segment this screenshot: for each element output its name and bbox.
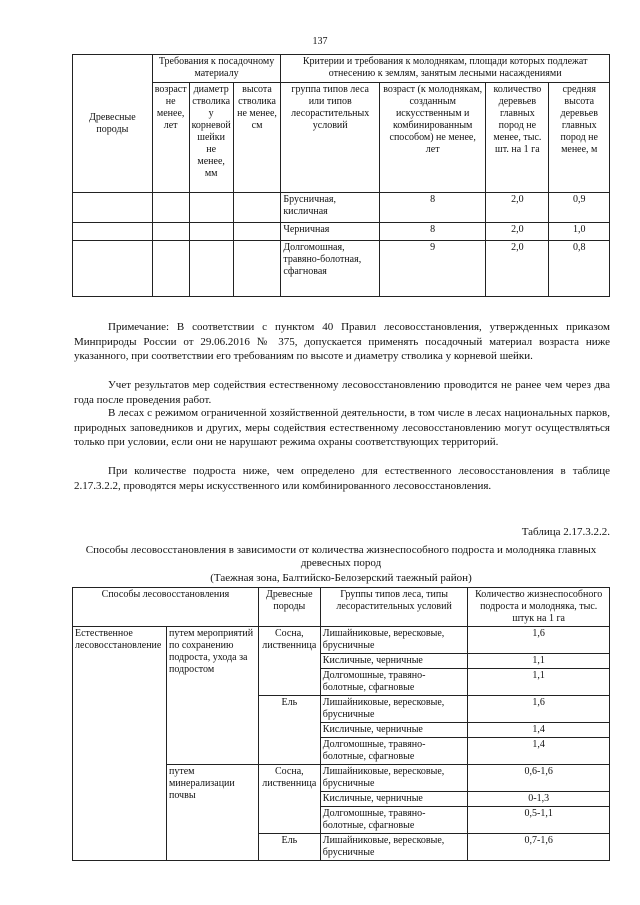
count-cell: 1,6 bbox=[468, 627, 610, 654]
sub-method-mineralization: путем минерализации почвы bbox=[166, 765, 258, 861]
forest-type-cell: Кисличные, черничные bbox=[320, 654, 468, 669]
methods-table bbox=[72, 587, 610, 861]
count-cell: 0,6-1,6 bbox=[468, 765, 610, 792]
count-cell: 1,1 bbox=[468, 669, 610, 696]
sub-method-preserve: путем мероприятий по сохранению подроста, ухода за подростом bbox=[166, 627, 258, 765]
count-cell: 1,4 bbox=[468, 723, 610, 738]
height-cell: 1,0 bbox=[549, 223, 610, 241]
method-natural: Естественное лесовосстановление bbox=[73, 627, 167, 861]
table-label: Таблица 2.17.3.2.2. bbox=[521, 526, 610, 538]
paragraph: В лесах с режимом ограниченной хозяйственной деятельности, в том числе в лесах национальных парков, природных заповедников и других, меры содействия естественному лесовосстановлению могут осуществляться только при условии, если они не нарушают режима охраны соответствующих территорий. bbox=[74, 407, 610, 448]
table-row bbox=[73, 193, 610, 223]
height-cell: 0,9 bbox=[549, 193, 610, 223]
age-cell: 8 bbox=[380, 193, 486, 223]
count-header: Количество жизнеспособного подроста и молодняка, тыс. штук на 1 га bbox=[468, 588, 610, 627]
count-cell: 2,0 bbox=[486, 193, 549, 223]
forest-type-cell: Долгомошная, травяно-болотная, сфагновая bbox=[281, 241, 380, 297]
table-row bbox=[73, 223, 610, 241]
count-cell: 1,6 bbox=[468, 696, 610, 723]
note-paragraph: Примечание: В соответствии с пунктом 40 Правил лесовосстановления, утвержденных приказом Минприроды России от 29.06.2016 № 375, допускается применять посадочный материал возраста ниже указанного, при соответствии его требованиям по высоте и диаметру стволика у корневой шейки. bbox=[74, 321, 610, 362]
forest-type-cell: Лишайниковые, вересковые, брусничные bbox=[320, 696, 468, 723]
planting-material-header: Требования к посадочному материалу bbox=[152, 55, 281, 83]
young-age-header: возраст (к молоднякам, созданным искусственным и комбинированным способом) не менее, лет bbox=[380, 83, 486, 193]
forest-type-cell: Кисличные, черничные bbox=[320, 723, 468, 738]
forest-type-cell: Кисличные, черничные bbox=[320, 792, 468, 807]
age-cell: 9 bbox=[380, 241, 486, 297]
forest-type-header: Группы типов леса, типы лесорастительных условий bbox=[320, 588, 468, 627]
col-species-header: Древесные породы bbox=[73, 55, 153, 193]
species-cell: Ель bbox=[258, 834, 320, 861]
criteria-header: Критерии и требования к молоднякам, площади которых подлежат отнесению к землям, занятым лесными насаждениями bbox=[281, 55, 610, 83]
age-header: возраст не менее, лет bbox=[152, 83, 189, 193]
diameter-header: диаметр стволика у корневой шейки не менее, мм bbox=[189, 83, 233, 193]
requirements-table bbox=[72, 54, 610, 297]
avg-height-header: средняя высота деревьев главных пород не менее, м bbox=[549, 83, 610, 193]
forest-type-cell: Лишайниковые, вересковые, брусничные bbox=[320, 627, 468, 654]
forest-type-cell: Черничная bbox=[281, 223, 380, 241]
forest-type-header: группа типов леса или типов лесорастительных условий bbox=[281, 83, 380, 193]
species-cell: Ель bbox=[258, 696, 320, 765]
table-title: Способы лесовосстановления в зависимости от количества жизнеспособного подроста и молодняка главных древесных пород bbox=[85, 544, 597, 569]
count-cell: 0-1,3 bbox=[468, 792, 610, 807]
page-number: 137 bbox=[312, 36, 328, 47]
methods-header: Способы лесовосстановления bbox=[73, 588, 259, 627]
paragraph: При количестве подроста ниже, чем определено для естественного лесовосстановления в таблице 2.17.3.2.2, проводятся меры искусственного или комбинированного лесовосстановления. bbox=[74, 465, 610, 492]
count-cell: 0,7-1,6 bbox=[468, 834, 610, 861]
forest-type-cell: Брусничная, кисличная bbox=[281, 193, 380, 223]
forest-type-cell: Лишайниковые, вересковые, брусничные bbox=[320, 765, 468, 792]
count-cell: 1,4 bbox=[468, 738, 610, 765]
count-cell: 0,5-1,1 bbox=[468, 807, 610, 834]
species-cell: Сосна, лиственница bbox=[258, 627, 320, 696]
height-header: высота стволика не менее, см bbox=[233, 83, 281, 193]
species-cell: Сосна, лиственница bbox=[258, 765, 320, 834]
count-header: количество деревьев главных пород не менее, тыс. шт. на 1 га bbox=[486, 83, 549, 193]
forest-type-cell: Долгомошные, травяно-болотные, сфагновые bbox=[320, 807, 468, 834]
paragraph: Учет результатов мер содействия естественному лесовосстановлению проводится не ранее чем через два года после проведения работ. bbox=[74, 379, 610, 406]
count-cell: 2,0 bbox=[486, 241, 549, 297]
table-row bbox=[73, 241, 610, 297]
height-cell: 0,8 bbox=[549, 241, 610, 297]
forest-type-cell: Лишайниковые, вересковые, брусничные bbox=[320, 834, 468, 861]
forest-type-cell: Долгомошные, травяно-болотные, сфагновые bbox=[320, 669, 468, 696]
table-subtitle: (Таежная зона, Балтийско-Белозерский таежный район) bbox=[210, 572, 472, 584]
count-cell: 2,0 bbox=[486, 223, 549, 241]
count-cell: 1,1 bbox=[468, 654, 610, 669]
age-cell: 8 bbox=[380, 223, 486, 241]
species-header: Древесные породы bbox=[258, 588, 320, 627]
forest-type-cell: Долгомошные, травяно-болотные, сфагновые bbox=[320, 738, 468, 765]
